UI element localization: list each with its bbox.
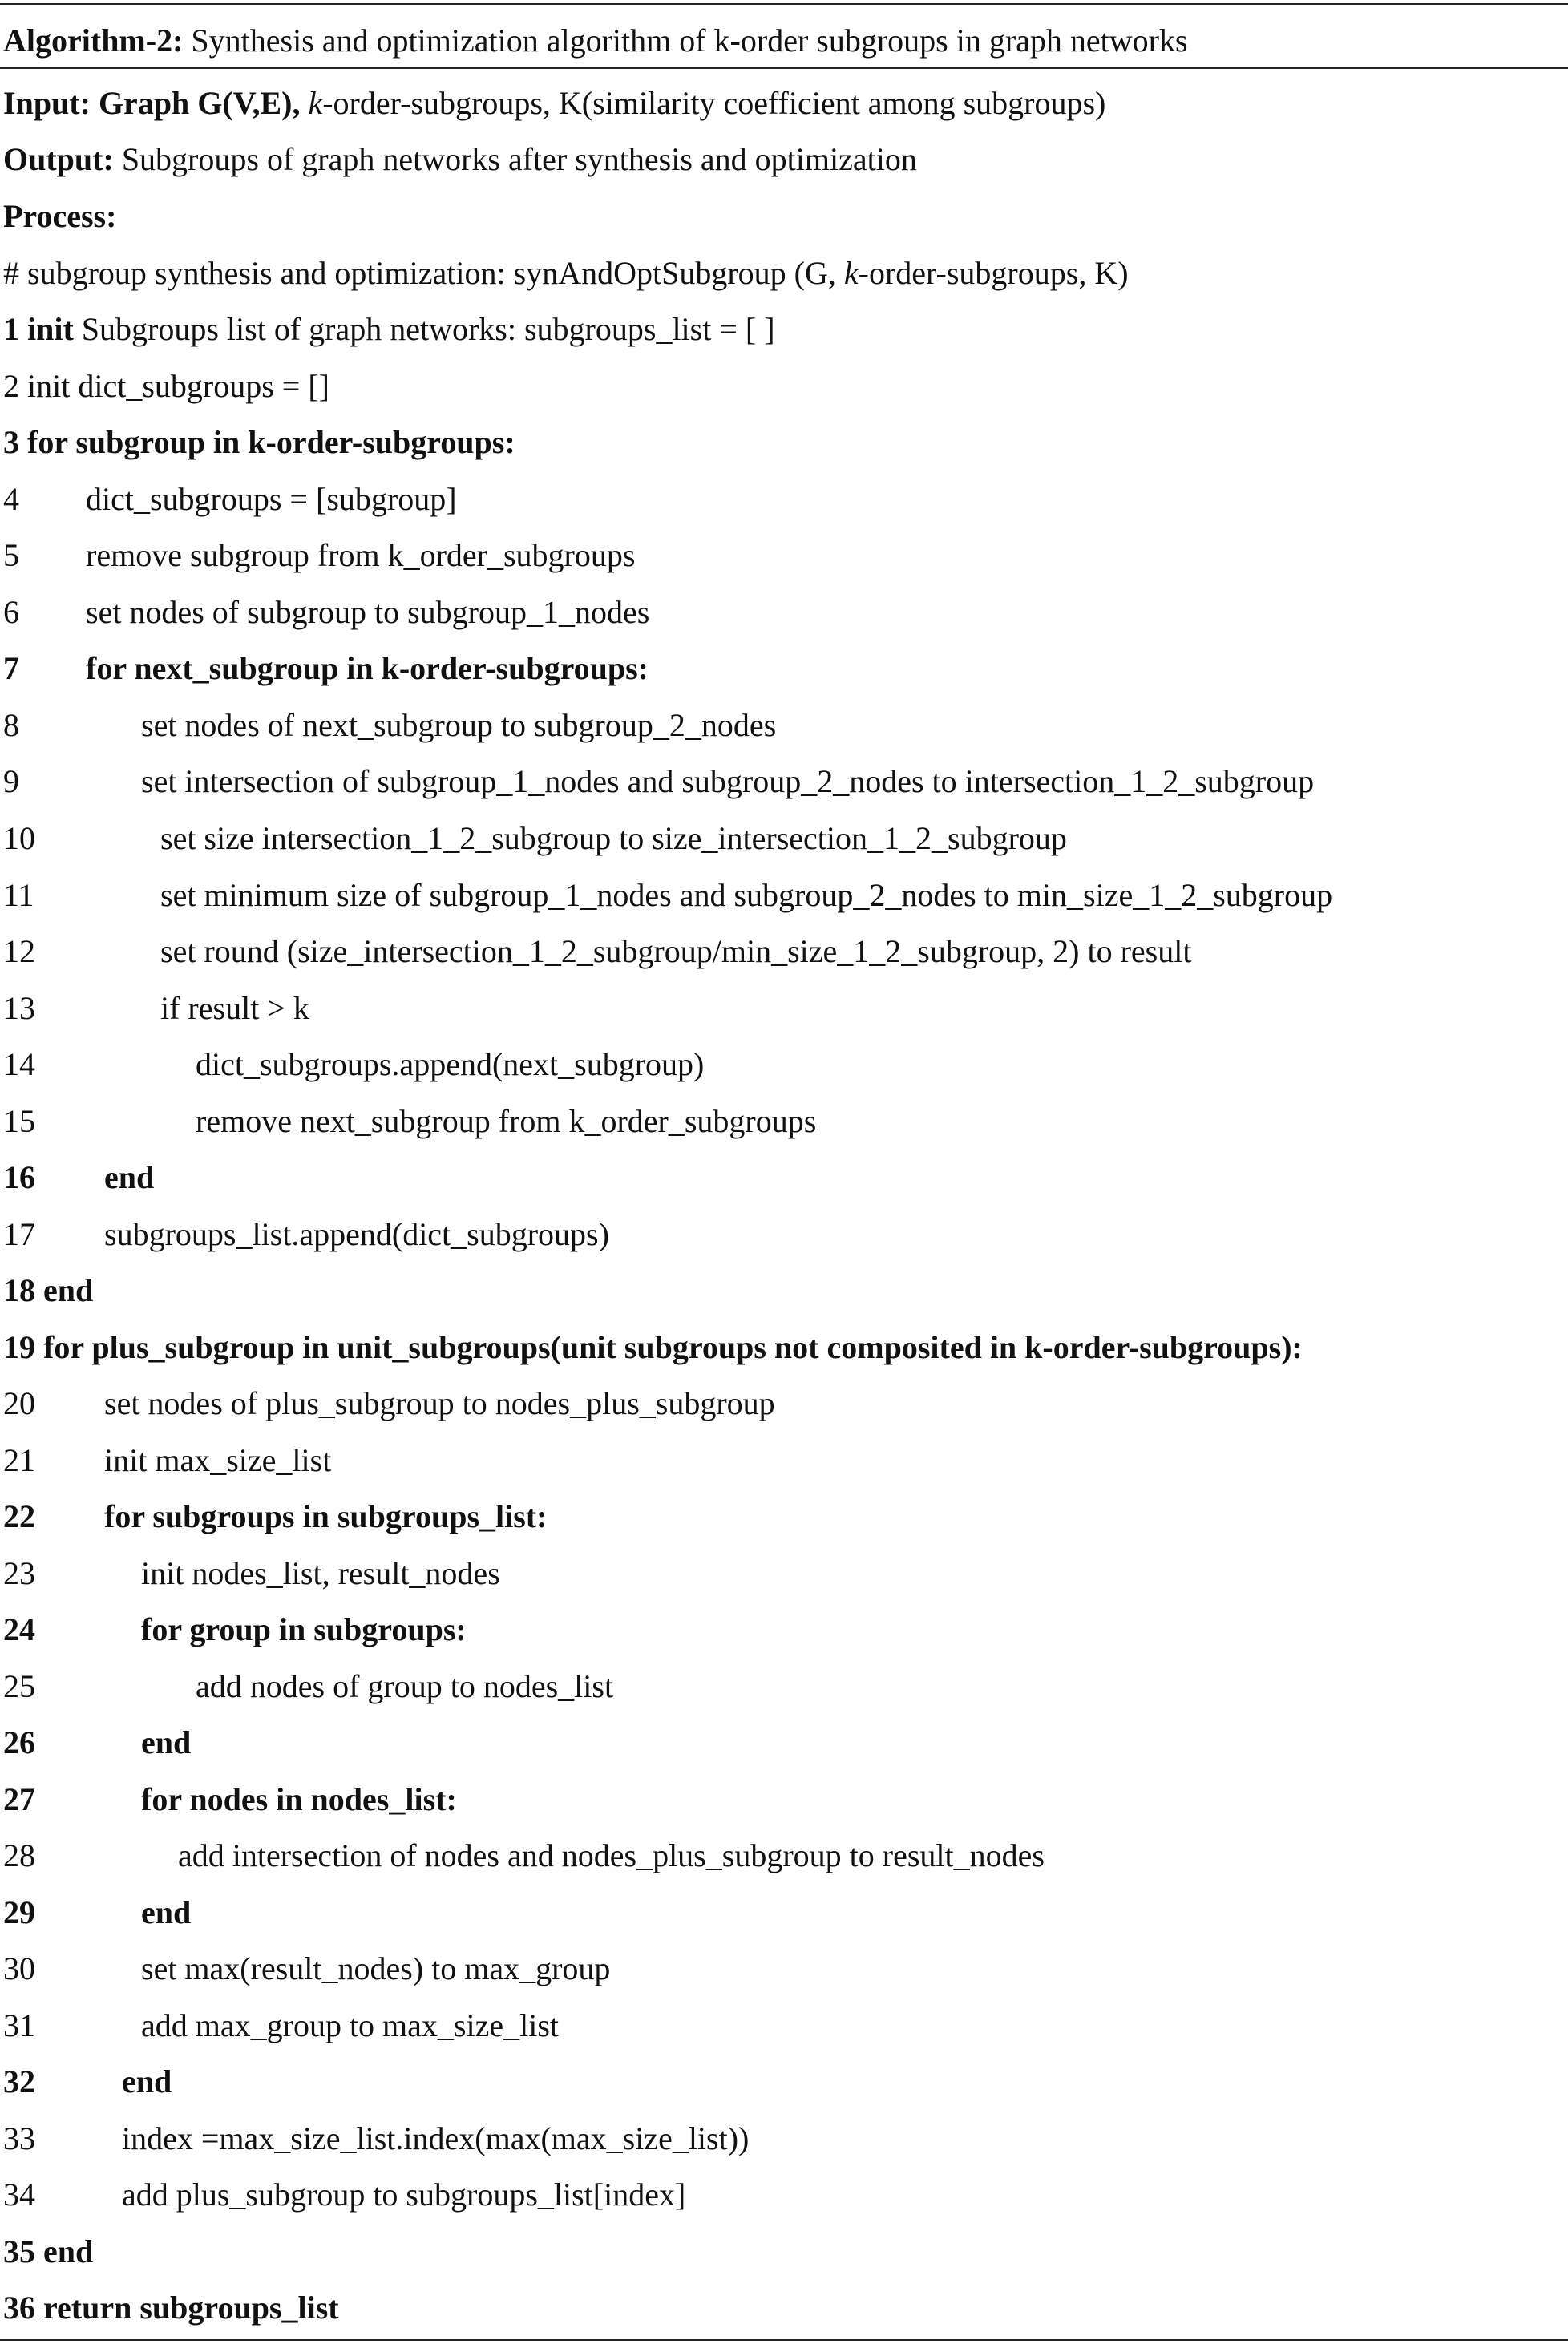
- line-number: 26: [3, 1724, 35, 1760]
- algorithm-line-16: [3, 1150, 155, 1206]
- algorithm-line-36: [3, 2280, 339, 2336]
- algorithm-line-30: [3, 1941, 611, 1997]
- algorithm-line-23: [3, 1546, 500, 1602]
- line-text: end: [141, 1724, 192, 1760]
- line-text: dict_subgroups.append(next_subgroup): [196, 1046, 705, 1082]
- algorithm-line-11: [3, 867, 1333, 923]
- line-text: add intersection of nodes and nodes_plus_subgroup to result_nodes: [178, 1837, 1045, 1873]
- line-number: 13: [3, 990, 35, 1026]
- line-number: 1: [3, 311, 19, 347]
- process-label: Process:: [3, 198, 117, 234]
- algorithm-line-34: [3, 2167, 686, 2223]
- input-label: Input: Graph G(V,E),: [3, 85, 309, 121]
- line-text: set size intersection_1_2_subgroup to size_intersection_1_2_subgroup: [160, 820, 1067, 856]
- algorithm-line-27: [3, 1772, 457, 1828]
- process-line: [3, 188, 116, 245]
- algorithm-line-7: [3, 641, 649, 697]
- algorithm-line-14: [3, 1037, 705, 1093]
- algorithm-line-10: [3, 810, 1067, 867]
- line-text: subgroups_list.append(dict_subgroups): [104, 1216, 609, 1252]
- line-number: 22: [3, 1498, 35, 1534]
- algorithm-line-22: [3, 1489, 548, 1545]
- algorithm-line-2: [3, 358, 329, 414]
- line-number: 34: [3, 2176, 35, 2213]
- line-number: 25: [3, 1668, 35, 1704]
- line-text: end: [35, 2233, 94, 2269]
- line-text: remove subgroup from k_order_subgroups: [86, 537, 636, 573]
- line-number: 27: [3, 1781, 35, 1817]
- line-number: 15: [3, 1103, 35, 1139]
- line-number: 31: [3, 2007, 35, 2043]
- comment-k: k: [843, 255, 859, 291]
- input-line: [3, 75, 1105, 131]
- input-text: -order-subgroups, K(similarity coefficient among subgroups): [322, 85, 1106, 121]
- algorithm-line-9: [3, 754, 1315, 810]
- line-text: end: [104, 1159, 155, 1195]
- line-number: 36: [3, 2289, 35, 2326]
- line-text: for next_subgroup in k-order-subgroups:: [86, 650, 649, 686]
- algorithm-line-31: [3, 1998, 560, 2054]
- line-number: 16: [3, 1159, 35, 1195]
- line-number: 12: [3, 933, 35, 969]
- line-text: return subgroups_list: [35, 2289, 339, 2326]
- line-text-rest: Subgroups list of graph networks: subgroups_list = [ ]: [73, 311, 775, 347]
- input-k: k: [308, 85, 323, 121]
- algorithm-line-26: [3, 1715, 192, 1771]
- algorithm-line-19: [3, 1320, 1303, 1376]
- line-number: 11: [3, 877, 34, 913]
- line-text: index =max_size_list.index(max(max_size_list)): [122, 2120, 750, 2156]
- line-text: set nodes of subgroup to subgroup_1_nodes: [86, 594, 650, 630]
- algorithm-line-8: [3, 697, 777, 754]
- algorithm-line-32: [3, 2054, 172, 2110]
- algorithm-line-3: [3, 414, 515, 471]
- algorithm-line-12: [3, 923, 1192, 980]
- line-text: for plus_subgroup in unit_subgroups(unit subgroups not composited in k-order-subgroups):: [35, 1329, 1303, 1365]
- line-text: add max_group to max_size_list: [141, 2007, 560, 2043]
- algorithm-line-20: [3, 1376, 775, 1432]
- line-text: end: [122, 2063, 172, 2099]
- line-text: set nodes of plus_subgroup to nodes_plus_subgroup: [104, 1385, 775, 1421]
- line-text: end: [35, 1272, 94, 1308]
- line-number: 33: [3, 2120, 35, 2156]
- line-number: 14: [3, 1046, 35, 1082]
- algorithm-line-24: [3, 1602, 467, 1658]
- algorithm-line-15: [3, 1093, 817, 1150]
- line-number: 21: [3, 1442, 35, 1478]
- algorithm-title: [3, 13, 1188, 69]
- line-text: set round (size_intersection_1_2_subgroup/min_size_1_2_subgroup, 2) to result: [160, 933, 1192, 969]
- line-text: dict_subgroups = [subgroup]: [86, 481, 457, 517]
- line-number: 18: [3, 1272, 35, 1308]
- line-text: for subgroups in subgroups_list:: [104, 1498, 548, 1534]
- line-text: add plus_subgroup to subgroups_list[index]: [122, 2176, 686, 2213]
- line-text: for nodes in nodes_list:: [141, 1781, 457, 1817]
- line-text: init: [19, 311, 74, 347]
- line-number: 20: [3, 1385, 35, 1421]
- line-text: set minimum size of subgroup_1_nodes and subgroup_2_nodes to min_size_1_2_subgroup: [160, 877, 1333, 913]
- header-rule: [0, 67, 1568, 69]
- line-number: 8: [3, 707, 19, 743]
- algorithm-line-5: [3, 527, 636, 584]
- line-text: set max(result_nodes) to max_group: [141, 1950, 611, 1986]
- line-text: if result > k: [160, 990, 309, 1026]
- comment-pre: # subgroup synthesis and optimization: synAndOptSubgroup (G,: [3, 255, 844, 291]
- algorithm-line-21: [3, 1433, 332, 1489]
- line-number: 30: [3, 1950, 35, 1986]
- line-number: 10: [3, 820, 35, 856]
- output-label: Output:: [3, 141, 114, 177]
- algorithm-line-13: [3, 980, 309, 1037]
- output-line: [3, 131, 917, 188]
- line-number: 2: [3, 368, 19, 404]
- line-text: init dict_subgroups = []: [19, 368, 329, 404]
- line-text: init nodes_list, result_nodes: [141, 1555, 500, 1591]
- line-text: for group in subgroups:: [141, 1611, 467, 1647]
- line-number: 29: [3, 1894, 35, 1930]
- line-text: set nodes of next_subgroup to subgroup_2_nodes: [141, 707, 777, 743]
- algorithm-line-25: [3, 1659, 614, 1715]
- line-number: 4: [3, 481, 19, 517]
- line-number: 6: [3, 594, 19, 630]
- line-number: 5: [3, 537, 19, 573]
- line-text: init max_size_list: [104, 1442, 332, 1478]
- line-text: set intersection of subgroup_1_nodes and subgroup_2_nodes to intersection_1_2_subgroup: [141, 763, 1315, 799]
- algorithm-line-35: [3, 2224, 93, 2280]
- algorithm-line-18: [3, 1263, 93, 1319]
- title-label: Algorithm-2:: [3, 22, 184, 59]
- comment-post: -order-subgroups, K): [858, 255, 1129, 291]
- algorithm-line-28: [3, 1828, 1045, 1884]
- comment-line: [3, 245, 1129, 301]
- algorithm-line-33: [3, 2111, 750, 2167]
- line-number: 32: [3, 2063, 35, 2099]
- line-number: 9: [3, 763, 19, 799]
- line-number: 3: [3, 424, 19, 460]
- algorithm-line-6: [3, 584, 650, 641]
- line-text: end: [141, 1894, 192, 1930]
- line-number: 7: [3, 650, 19, 686]
- line-number: 35: [3, 2233, 35, 2269]
- title-text: Synthesis and optimization algorithm of k-order subgroups in graph networks: [183, 22, 1188, 59]
- bottom-rule: [0, 2339, 1568, 2341]
- line-number: 28: [3, 1837, 35, 1873]
- line-number: 24: [3, 1611, 35, 1647]
- line-text: remove next_subgroup from k_order_subgroups: [196, 1103, 817, 1139]
- line-text: for subgroup in k-order-subgroups:: [19, 424, 515, 460]
- line-number: 17: [3, 1216, 35, 1252]
- output-text: Subgroups of graph networks after synthesis and optimization: [113, 141, 917, 177]
- algorithm-line-4: [3, 471, 457, 527]
- algorithm-line-1: [3, 301, 775, 358]
- line-text: add nodes of group to nodes_list: [196, 1668, 614, 1704]
- top-rule: [0, 3, 1568, 5]
- line-number: 19: [3, 1329, 35, 1365]
- algorithm-line-17: [3, 1206, 609, 1263]
- algorithm-line-29: [3, 1885, 192, 1941]
- line-number: 23: [3, 1555, 35, 1591]
